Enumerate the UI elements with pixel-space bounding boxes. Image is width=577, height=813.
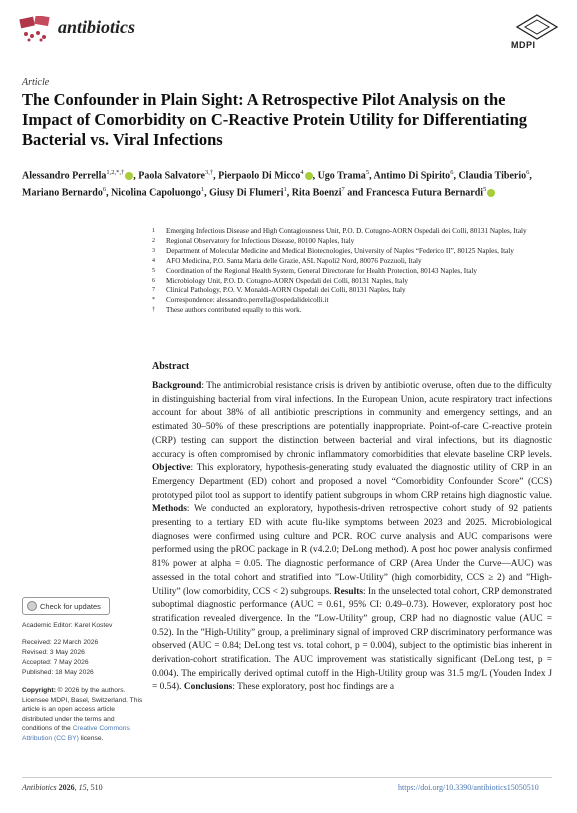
abstract-text: : We conducted an exploratory, hypothesis-driven retrospective cohort study of 92 patients presenting to a tertiary ED with acute flu-like symptoms between 2023 and 2025. Microbiological diagnoses were confirmed using culture and PCR. ROC curve analysis and AUC comparisons were performed using the pROC package in R (v4.2.0; DeLong method). A post hoc power analysis confirmed 81% power at alpha = 0.05. The diagnostic performance of CRP (Area Under the Curve—AUC) was assessed in the total cohort and stratified into ”Low-Utility” (high comorbidity, CCS ≥ 2) and ”High-Utility” (low comorbidity, CCS < 2) subgroups. — [152, 504, 552, 597]
check-updates-label: Check for updates — [40, 601, 101, 611]
affiliation-number: 6 — [152, 277, 155, 284]
affiliation-number: 5 — [152, 267, 155, 274]
author-affiliation-marker: 6 — [526, 169, 530, 176]
affiliation-number: 1 — [152, 228, 155, 234]
abstract-text: : The antimicrobial resistance crisis is driven by antibiotic overuse, often due to the difficulty in distinguishing bacterial from viral infections. In the European Union, acute respiratory tract infections account for about 38% of all antibiotic prescriptions in community and emergency settings, and an estimated 30–50% of these prescriptions are potentially inappropriate. Point-of-care C-reactive protein (CRP) testing can support the distinction between bacterial and viral infections, but its diagnostic accuracy is often compromised by chronic inflammatory comorbidities that elevate baseline CRP levels. — [152, 381, 552, 460]
affiliation-text: Department of Molecular Medicine and Medical Biotecnologies, University of Naples “Federico II”, 80125 Naples, Italy — [166, 246, 514, 255]
doi-link[interactable]: https://doi.org/10.3390/antibiotics15050510 — [398, 783, 539, 792]
abstract-text: : In the unselected total cohort, CRP demonstrated suboptimal diagnostic performance (AUC = 0.61, 95% CI: 0.49–0.73). However, exploratory post hoc stratification revealed divergence. In the ”Low-Utility” group, CRP had no diagnostic value (AUC = 0.52). In the ”High-Utility” group, a preliminary signal of improved CRP discriminatory performance was observed (AUC = 0.84; DeLong test vs. total cohort, p = 0.004), subject to the optimistic bias inherent in derivation-cohort stratification. The AUC improvement was statistically significant (DeLong test, p = 0.004). The empirically derived optimal cutoff in the High-Utility group was 31.5 mg/L (Youden Index J = 0.54). — [152, 586, 552, 693]
affiliation-item — [152, 306, 552, 316]
abstract-heading: Abstract — [152, 361, 190, 372]
orcid-icon[interactable] — [125, 172, 133, 180]
author-affiliation-marker: 7 — [341, 186, 345, 194]
abstract-body — [152, 380, 552, 695]
author-affiliation-marker: 5 — [483, 186, 487, 194]
author-name[interactable]: Claudia Tiberio — [458, 170, 527, 182]
abstract-text: : These exploratory, post hoc findings are a — [232, 682, 394, 693]
abstract-section-label: Objective — [152, 463, 191, 474]
abstract-text: : This exploratory, hypothesis-generating study evaluated the diagnostic utility of CRP in an Emergency Department (ED) cohort and proposed a novel “Comorbidity Confounder Score” (CCS) prototyped pilot tool as support to identify patient subgroups in whom CRP retains high diagnostic value. — [152, 463, 552, 501]
citation-year: 2026 — [58, 783, 75, 792]
author-name[interactable]: Nicolina Capoluongo — [111, 187, 201, 199]
orcid-icon[interactable] — [305, 172, 313, 180]
author-name[interactable]: Ugo Trama — [317, 170, 366, 182]
copyright-notice — [22, 686, 144, 744]
article-type: Article — [22, 77, 50, 88]
date-published: Published: 18 May 2026 — [22, 669, 94, 676]
affiliation-text: Emerging Infectious Disease and High Contagiousness Unit, P.O. D. Cotugno-AORN Ospedali dei Colli, 80131 Naples, Italy — [166, 227, 527, 235]
date-received: Received: 22 March 2026 — [22, 639, 99, 646]
affiliation-text: Coordination of the Regional Health System, General Directorate for Health Protection, 80143 Naples, Italy — [166, 266, 477, 275]
abstract-section-label: Results — [333, 586, 363, 597]
affiliation-list — [152, 227, 552, 316]
journal-logo-icon — [18, 16, 52, 42]
author-name[interactable]: Giusy Di Flumeri — [209, 187, 284, 199]
author-name[interactable]: Alessandro Perrella — [22, 170, 107, 182]
affiliation-text: AFO Medicina, P.O. Santa Maria delle Grazie, ASL Napoli2 Nord, 80076 Pozzuoli, Italy — [166, 256, 422, 265]
abstract-section-label: Methods — [152, 504, 187, 515]
license-suffix: license. — [78, 734, 104, 742]
date-accepted: Accepted: 7 May 2026 — [22, 659, 89, 666]
affiliation-item — [152, 286, 552, 296]
author-affiliation-marker: 1 — [200, 186, 205, 194]
affiliation-item — [152, 267, 552, 277]
license-link[interactable]: Creative Commons Attribution (CC BY) — [22, 725, 130, 742]
copyright-text: © 2026 by the authors. Licensee MDPI, Basel, Switzerland. This article is an open access article distributed under the terms and conditions of the — [22, 687, 143, 733]
affiliation-text: These authors contributed equally to this work. — [166, 306, 302, 315]
author-affiliation-marker: 1 — [283, 186, 287, 194]
abstract-section-label: Background — [152, 381, 202, 391]
abstract-section-label: Conclusions — [183, 682, 233, 693]
affiliation-number: 2 — [152, 237, 155, 244]
academic-editor: Academic Editor: Karel Kostev — [22, 622, 113, 629]
affiliation-item — [152, 257, 552, 267]
publisher-name: MDPI — [511, 40, 536, 50]
author-name[interactable]: Rita Boenzi — [291, 187, 342, 199]
author-affiliation-marker: 3,† — [204, 169, 214, 176]
copyright-label: Copyright: — [22, 687, 56, 694]
affiliation-item — [152, 296, 552, 306]
author-name[interactable]: Paola Salvatore — [138, 170, 205, 182]
orcid-icon[interactable] — [487, 189, 495, 197]
affiliation-number: * — [152, 297, 155, 304]
citation: Antibiotics 2026, 15, 510 — [22, 783, 103, 792]
author-affiliation-marker: 1,2,*,† — [106, 169, 125, 176]
date-revised: Revised: 3 May 2026 — [22, 649, 85, 656]
author-affiliation-marker: 4 — [300, 169, 304, 176]
author-affiliation-marker: 6 — [102, 186, 107, 194]
citation-page: 510 — [90, 783, 103, 792]
affiliation-item — [152, 277, 552, 287]
mdpi-logo-icon — [515, 14, 559, 40]
author-name[interactable]: Antimo Di Spirito — [373, 170, 451, 182]
affiliation-item — [152, 237, 552, 247]
affiliation-item — [152, 227, 552, 237]
update-check-icon — [27, 601, 37, 611]
check-for-updates-button[interactable] — [22, 597, 110, 615]
affiliation-text: Microbiology Unit, P.O. D. Cotugno-AORN Ospedali dei Colli, 80131 Naples, Italy — [166, 276, 408, 285]
affiliation-text[interactable]: Correspondence: alessandro.perrella@ospedalideicolli.it — [166, 296, 329, 305]
affiliation-number: 4 — [152, 257, 155, 264]
author-affiliation-marker: 5 — [365, 169, 370, 176]
citation-journal: Antibiotics — [22, 783, 57, 792]
affiliation-text: Clinical Pathology, P.O. V. Monaldi-AORN Ospedali dei Colli, 80131 Naples, Italy — [166, 286, 406, 295]
citation-volume: 15 — [78, 783, 87, 792]
author-name[interactable]: Mariano Bernardo — [22, 187, 103, 199]
footer-divider — [22, 777, 552, 778]
journal-name: antibiotics — [58, 17, 136, 37]
affiliation-text: Regional Observatory for Infectious Disease, 80100 Naples, Italy — [166, 236, 355, 245]
author-affiliation-marker: 6 — [450, 169, 454, 176]
author-name[interactable]: Francesca Futura Bernardi — [365, 187, 484, 199]
affiliation-number: 3 — [152, 247, 155, 254]
author-list: Alessandro Perrella$^{1,2,*,\dagger}$ , Paola Salvatore$^{3,\dagger}$, Pierpaolo Di Micco$^4$ , Ugo Trama$^5$, Antimo Di Spirito$^6$, Claudia Tiberio$^6$, Mariano Bernardo$^6$, Nicolina Capoluongo$^1$, Giusy Di Flumeri$^1$, Rita Boenzi$^7$ and Francesca Futura Bernardi$^5$ — [22, 169, 532, 199]
article-title: The Confounder in Plain Sight: A Retrospective Pilot Analysis on the Impact of Comorbidity on C-Reactive Protein Utility for Differentiating Bacterial vs. Viral Infections — [22, 90, 527, 149]
affiliation-number: † — [152, 307, 155, 314]
author-name[interactable]: Pierpaolo Di Micco — [218, 170, 301, 182]
affiliation-item — [152, 247, 552, 257]
affiliation-number: 7 — [152, 287, 155, 294]
